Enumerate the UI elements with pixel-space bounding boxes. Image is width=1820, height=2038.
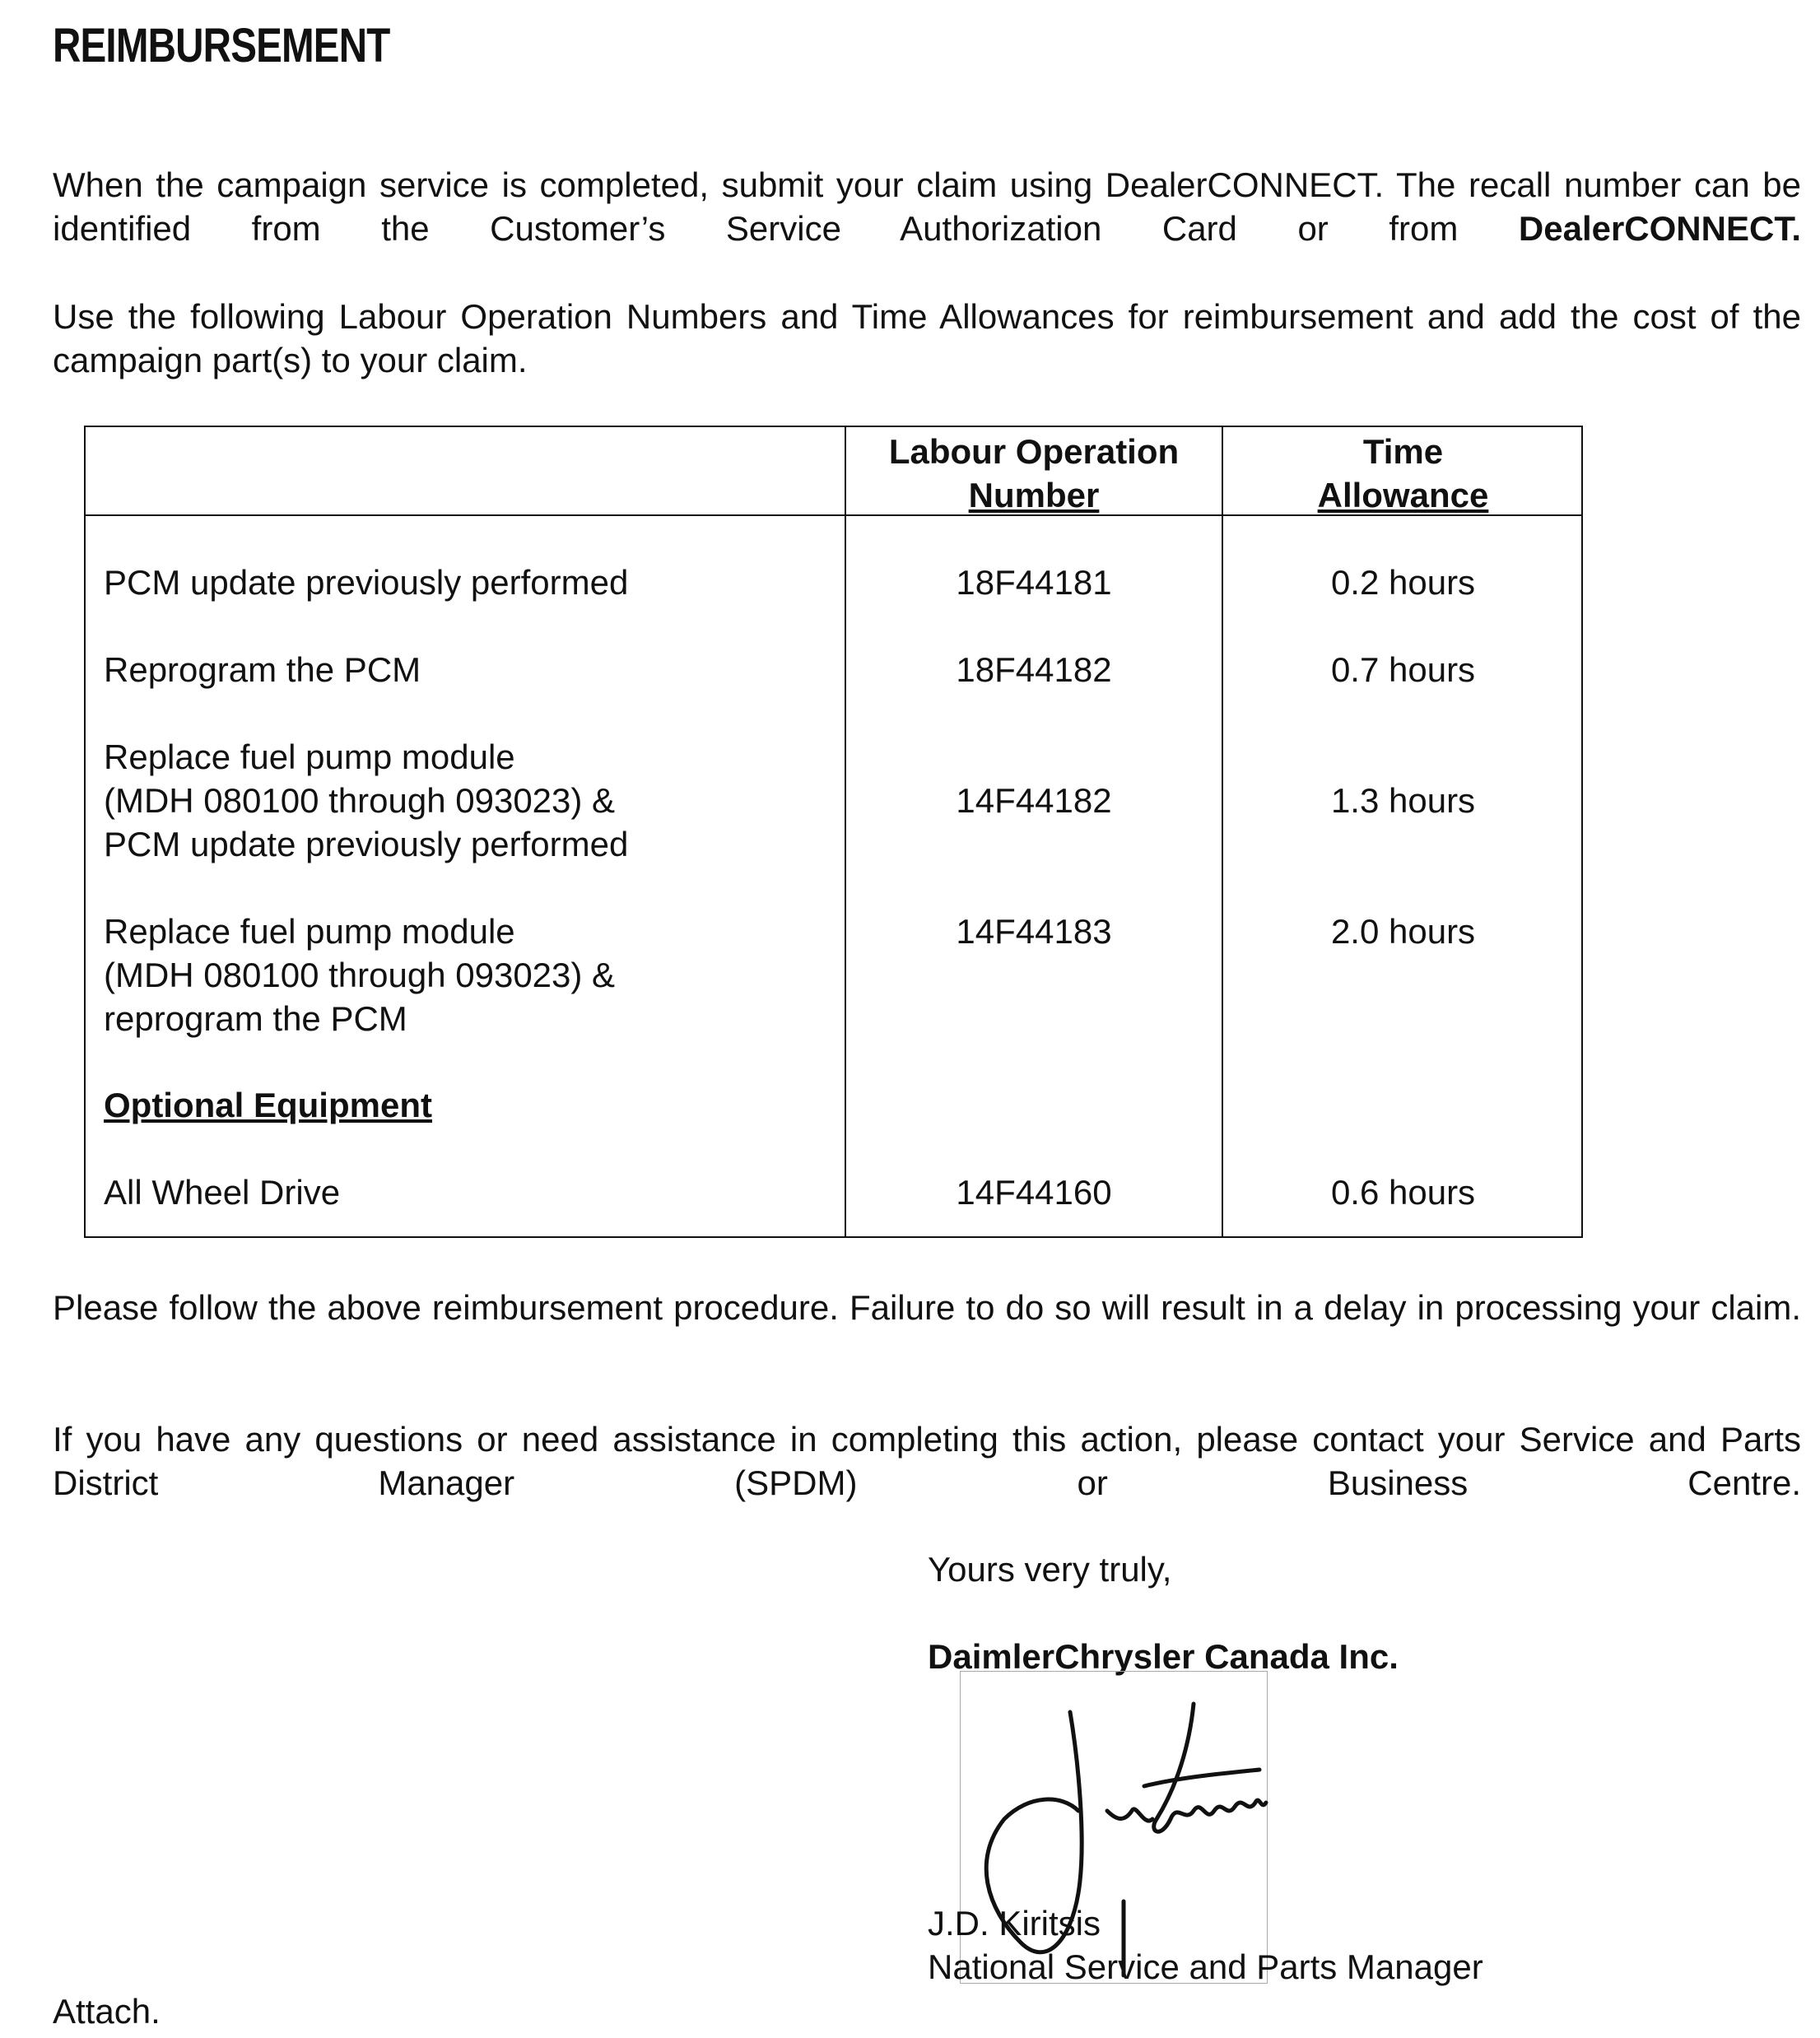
table-row-number: 14F44160 [956, 1173, 1112, 1212]
desc-line: reprogram the PCM [104, 999, 407, 1038]
table-row-desc [104, 910, 845, 1040]
table-row-time: 2.0 hours [1330, 912, 1476, 951]
table-row-desc [104, 735, 845, 866]
labour-operations-table [84, 426, 1583, 1238]
table-row-time: 1.3 hours [1330, 781, 1476, 820]
desc-line: Replace fuel pump module [104, 737, 515, 776]
salutation: Yours very truly, [928, 1550, 1172, 1589]
table-divider [1222, 427, 1223, 1236]
company-name: DaimlerChrysler Canada Inc. [928, 1637, 1399, 1676]
header-text: Number [968, 476, 1100, 514]
desc-line: Replace fuel pump module [104, 912, 515, 951]
table-row-desc: PCM update previously performed [104, 563, 629, 602]
desc-line: PCM update previously performed [104, 825, 629, 863]
intro-text: When the campaign service is completed, submit your claim using DealerCONNECT. The recall number can be identified from the Customer’s Service Authorization Card or from [53, 165, 1801, 248]
time-allowance-header [1223, 430, 1583, 517]
optional-equipment-heading: Optional Equipment [104, 1086, 432, 1124]
header-text: Allowance [1317, 476, 1489, 514]
intro-paragraph [53, 163, 1801, 250]
table-divider [845, 427, 846, 1236]
table-row-time: 0.7 hours [1330, 650, 1476, 689]
table-row-desc: All Wheel Drive [104, 1173, 341, 1212]
table-row-number: 18F44182 [956, 650, 1112, 689]
attachment-note: Attach. [53, 1992, 161, 2031]
table-row-number: 14F44182 [956, 781, 1112, 820]
signer-name: J.D. Kiritsis [928, 1904, 1101, 1943]
labour-operation-header [846, 430, 1222, 517]
signer-title: National Service and Parts Manager [928, 1947, 1483, 1986]
dealerconnect-bold: DealerCONNECT. [1518, 209, 1801, 248]
table-row-number: 14F44183 [956, 912, 1112, 951]
questions-paragraph: If you have any questions or need assistance in completing this action, please contact your Service and Parts District Manager (SPDM) or Business Centre. [53, 1420, 1801, 1502]
table-row-desc: Reprogram the PCM [104, 650, 421, 689]
table-row-number: 18F44181 [956, 563, 1112, 602]
section-heading: REIMBURSEMENT [53, 19, 390, 72]
table-row-time: 0.2 hours [1330, 563, 1476, 602]
desc-line: (MDH 080100 through 093023) & [104, 781, 616, 820]
header-text: Labour Operation [888, 432, 1180, 471]
table-row-time: 0.6 hours [1330, 1173, 1476, 1212]
header-text: Time [1362, 432, 1444, 471]
instructions-paragraph: Use the following Labour Operation Numbers and Time Allowances for reimbursement and add the cost of the campaign part(s) to your claim. [53, 297, 1801, 379]
follow-procedure-paragraph: Please follow the above reimbursement procedure. Failure to do so will result in a delay in processing your claim. [53, 1288, 1801, 1327]
desc-line: (MDH 080100 through 093023) & [104, 956, 616, 994]
